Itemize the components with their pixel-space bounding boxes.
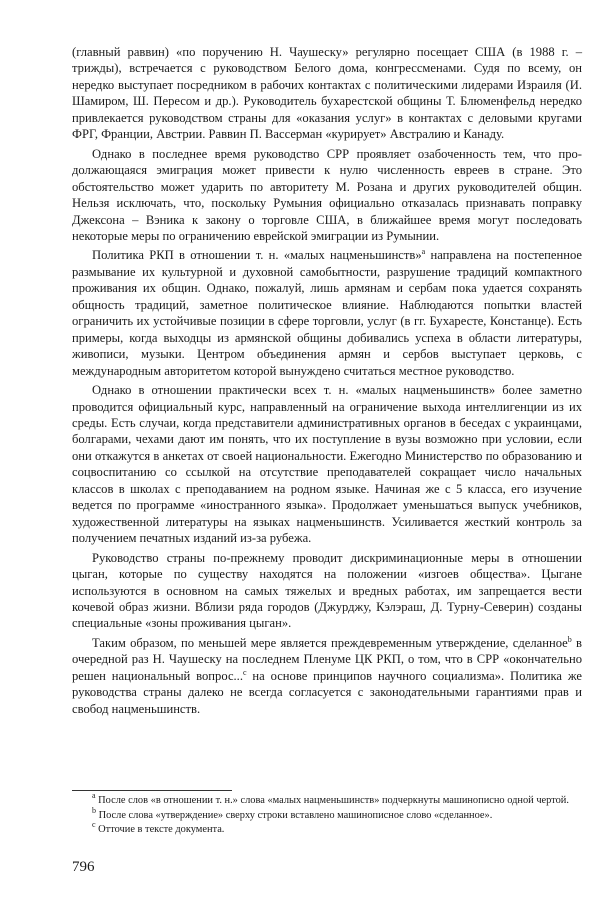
footnote-a xyxy=(72,791,582,808)
footnote-c-mark: c xyxy=(92,820,96,830)
paragraph-6-text-middle: в очередной раз Н. Чаушеску на последнем Пленуме ЦК РКП, о том, что в СРР «окончательно решен национальный вопрос... xyxy=(72,635,582,683)
paragraph-3-text-before: Политика РКП в отношении т. н. «малых нацменьшинств» xyxy=(92,248,422,263)
paragraph-4: Однако в отношении практически всех т. н. «малых нацменьшинств» более заметно проводится официальный курс, направленный на ограничение выхода интеллигенции из их среды. Есть случаи, когда представители административных органов в беседах с украинцами, болгарами, чехами дают им понять, что их поступление в вузы возможно при условии, если они откажутся в анкетах от своей национальности. Ежегодно Министерство по образованию и соцвоспитанию со ссылкой на отсутствие преподавателей сокращает число начальных классов в школах с преподаванием на родном языке. Начиная же с 5 класса, его изучение ведется по программе «иностранного языка». Продолжает уменьшаться выпуск учебников, художественной литературы на языках нацменьшинств. Усиливается жесткий контроль за получением печатных изданий из-за рубежа. xyxy=(72,383,582,546)
footnote-a-text: После слов «в отношении т. н.» слова «малых нацменьшинств» подчеркнуты машинописно одной чертой. xyxy=(95,795,569,806)
paragraph-6 xyxy=(72,635,582,717)
paragraph-2: Однако в последнее время руководство СРР проявляет озабоченность тем, что продолжающаяся эмиграция может привести к нулю численность евреев в стране. Это обстоятельство может ударить по авторитету М. Розана и других руководителей общин. Нельзя исключать, что, поскольку Румыния официально отказалась признавать поправку Джексона – Вэника к закону о торговле США, в ближайшее время могут последовать некоторые меры по ограничению еврейской эмиграции из Румынии. xyxy=(72,146,582,243)
footnote-mark-b: b xyxy=(567,634,572,644)
footnote-c-text: Отточие в тексте документа. xyxy=(95,824,225,836)
paragraph-3-text-after: направлена на постепенное размывание их культурной и духовной самобытности, разрушение традиций компактного проживания их общин. Однако, пожалуй, лишь армянам и сербам пока удается сохранять общность традиций, заметное политическое влияние. Наблюдаются попытки властей ограничить их устойчивые позиции в сфере торговли, услуг (в гг. Бухаресте, Констанце). Есть примеры, когда выходцы из армянской общины добивались успеха в области литературы, живописи, музыки. Центром объединения армян и сербов выступает церковь, с международным авторитетом которой вынуждено считаться местное руководство. xyxy=(72,248,583,378)
footnote-b-mark: b xyxy=(92,805,96,815)
footnote-divider xyxy=(72,790,232,791)
paragraph-6-text-after: на основе принципов научного социализма». Политика же руководства страны далеко не всегда согласуется с законодательными гарантиями прав и свобод нацменьшинств. xyxy=(72,668,582,716)
footnote-b-text: После слова «утверждение» сверху строки вставлено машинописное слово «сделанное». xyxy=(96,809,493,821)
footnote-b xyxy=(72,805,582,823)
paragraph-3 xyxy=(72,247,582,379)
footnote-c xyxy=(72,820,582,837)
footnotes xyxy=(72,791,582,838)
footnote-mark-c: c xyxy=(242,667,247,677)
paragraph-5: Руководство страны по-прежнему проводит дискриминационные меры в отношении цыган, которые по существу находятся на положении «изгоев общества». Цыгане используются в основном на самых тяжелых и вредных работах, им запрещается вести кочевой образ жизни. Вблизи ряда городов (Джурджу, Кэлэраш, Д. Турну-Северин) созданы специальные «зоны проживания цыган». xyxy=(72,550,582,631)
footnote-a-mark: a xyxy=(92,791,96,800)
document-body xyxy=(72,44,582,720)
footnote-mark-a: a xyxy=(421,247,426,257)
page-number: 796 xyxy=(72,859,95,875)
paragraph-6-text-before: Таким образом, по меньшей мере является преждевременным утверждение, сделанное xyxy=(92,635,568,650)
paragraph-1: (главный раввин) «по поручению Н. Чаушеску» регулярно посещает США (в 1988 г. – трижды), встречается с руководством Белого дома, конгрессменами. Судя по всему, он нередко выступает посредником в рабочих контактах с политическими лидерами Израиля (И. Шамиром, Ш. Пересом и др.). Руководитель бухарестской общины Т. Блюменфельд нередко привлекается руководством страны для «оказания услуг» в контактах с деловыми кругами ФРГ, Франции, Австрии. Раввин П. Вассерман «курирует» Австралию и Канаду. xyxy=(72,45,582,142)
